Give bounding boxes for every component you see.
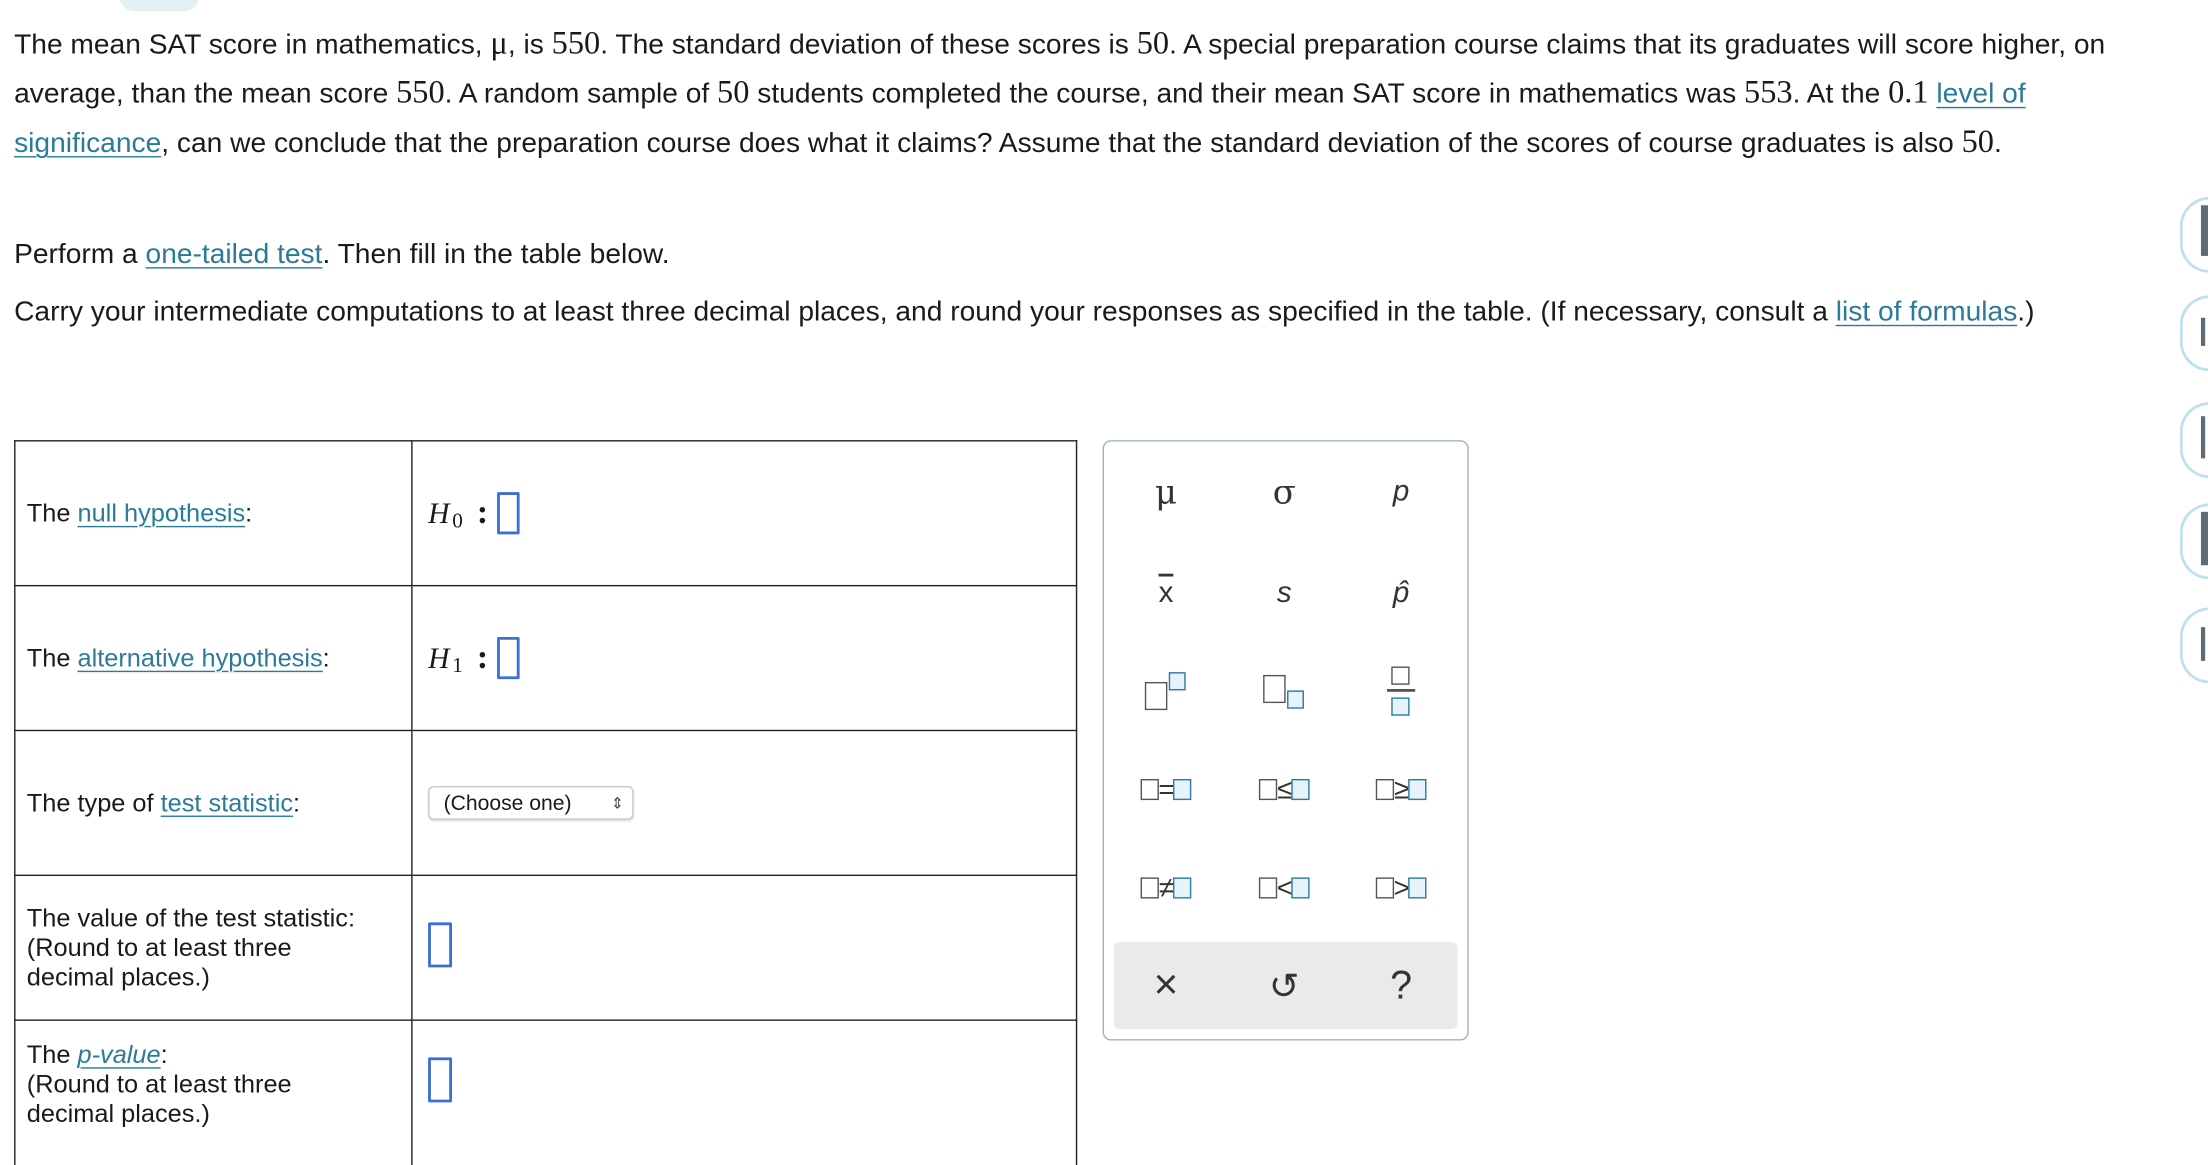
less-equal-button[interactable] <box>1238 759 1331 821</box>
alternative-hypothesis-cell <box>412 586 1077 731</box>
test-statistic-type-select[interactable] <box>428 786 634 820</box>
answer-table <box>14 440 1077 1165</box>
side-tool-icon <box>2201 318 2205 346</box>
instruction-paragraph <box>14 231 2140 279</box>
table-row <box>15 586 1077 731</box>
clear-button[interactable] <box>1119 955 1212 1017</box>
superscript-button[interactable] <box>1119 661 1212 723</box>
select-value: (Choose one) <box>443 790 572 815</box>
less-than-icon: < <box>1258 873 1310 905</box>
test-statistic-link[interactable]: test statistic <box>160 788 294 817</box>
greater-than-button[interactable] <box>1355 858 1448 920</box>
fraction-button[interactable] <box>1355 661 1448 723</box>
instruction-text: Carry your intermediate computations to at least three decimal places, and round your responses as specified in the table. (If necessary, consult a <box>14 296 1836 328</box>
null-hypothesis-link[interactable]: null hypothesis <box>77 498 246 527</box>
p-value-input[interactable] <box>428 1057 452 1102</box>
table-row <box>15 875 1077 1020</box>
p-value-label <box>15 1020 412 1165</box>
number: 50 <box>717 74 750 110</box>
table-row <box>15 1020 1077 1165</box>
number: 553 <box>1744 74 1793 110</box>
greater-than-icon: > <box>1375 873 1427 905</box>
null-hypothesis-input[interactable] <box>497 492 520 534</box>
greater-equal-icon: ≥ <box>1376 774 1427 806</box>
alternative-hypothesis-expression <box>428 637 1076 679</box>
rounding-paragraph <box>14 295 2140 329</box>
null-hypothesis-cell <box>412 441 1077 586</box>
question-text: The mean SAT score in mathematics, <box>14 29 491 61</box>
alternative-hypothesis-label <box>15 586 412 731</box>
label-text: : <box>245 498 253 527</box>
label-text: The value of the test statistic: <box>26 903 356 932</box>
number: 550 <box>551 25 601 61</box>
label-text: : <box>293 788 301 817</box>
null-hypothesis-expression <box>428 492 1076 534</box>
side-tool-icon <box>2201 512 2208 565</box>
test-statistic-type-label <box>15 730 412 875</box>
equals-icon: = <box>1140 774 1192 806</box>
question-text: . <box>1993 127 2002 159</box>
side-tool-icon <box>2201 627 2205 661</box>
label-text: decimal places.) <box>26 1099 210 1128</box>
test-statistic-type-cell <box>412 730 1077 875</box>
null-hypothesis-label <box>15 441 412 586</box>
question-text: . A random sample of <box>444 78 718 110</box>
sigma-button[interactable] <box>1238 461 1331 523</box>
less-than-button[interactable] <box>1238 858 1331 920</box>
number: 0.1 <box>1888 74 1929 110</box>
level-of-significance-link[interactable]: level of significance <box>14 78 2026 159</box>
number: 550 <box>396 74 445 110</box>
question-text: . The standard deviation of these scores is <box>600 29 1137 61</box>
h-subscript: 1 <box>452 654 463 678</box>
mu-button[interactable] <box>1119 461 1212 523</box>
s-button[interactable] <box>1238 562 1331 624</box>
help-button[interactable] <box>1355 955 1448 1017</box>
mu-symbol: μ <box>490 25 508 61</box>
label-text: decimal places.) <box>26 962 210 991</box>
help-icon: ? <box>1390 963 1413 1007</box>
mu-icon: μ <box>1154 472 1177 512</box>
test-statistic-value-input[interactable] <box>428 922 452 967</box>
label-text: The type of <box>26 788 161 817</box>
p-value-link[interactable]: p-value <box>77 1040 161 1069</box>
number: 50 <box>1136 25 1170 61</box>
side-tool-icon <box>2201 416 2205 458</box>
p-hat-button[interactable] <box>1355 562 1448 624</box>
greater-equal-button[interactable] <box>1355 759 1448 821</box>
label-text: : <box>160 1040 168 1069</box>
question-text: , is <box>507 29 552 61</box>
side-tool-icon <box>2201 205 2208 256</box>
less-equal-icon: ≤ <box>1259 774 1310 806</box>
label-text: The <box>26 643 78 672</box>
h-subscript: 0 <box>452 509 463 533</box>
test-statistic-value-cell <box>412 875 1077 1020</box>
h-symbol: H <box>428 640 450 675</box>
x-bar-button[interactable] <box>1119 562 1212 624</box>
question-text: , can we conclude that the preparation course does what it claims? Assume that the standard deviation of the scores of course graduates is also <box>161 127 1962 159</box>
alternative-hypothesis-input[interactable] <box>497 637 520 679</box>
subscript-button[interactable] <box>1238 661 1331 723</box>
alternative-hypothesis-link[interactable]: alternative hypothesis <box>77 643 323 672</box>
question-paragraph <box>14 20 2140 168</box>
p-hat-icon: p̂ <box>1392 576 1410 609</box>
subscript-icon <box>1260 671 1308 713</box>
label-text: (Round to at least three <box>26 1070 292 1099</box>
fraction-icon <box>1387 667 1415 718</box>
question-text: students completed the course, and their mean SAT score in mathematics was <box>749 78 1745 110</box>
p-icon: p <box>1392 475 1410 508</box>
not-equal-icon: ≠ <box>1141 873 1192 905</box>
x-bar-icon: $\overline{x}$ <box>1158 576 1174 609</box>
p-value-cell <box>412 1020 1077 1165</box>
equals-button[interactable] <box>1119 759 1212 821</box>
table-row <box>15 441 1077 586</box>
test-statistic-value-label <box>15 875 412 1020</box>
one-tailed-test-link[interactable]: one-tailed test <box>145 239 323 270</box>
colon: : <box>476 639 489 676</box>
label-text: (Round to at least three <box>26 932 292 962</box>
undo-button[interactable] <box>1238 955 1331 1017</box>
question-text: . At the <box>1792 78 1889 110</box>
list-of-formulas-link[interactable]: list of formulas <box>1835 296 2018 328</box>
top-tab-button[interactable] <box>120 0 199 11</box>
colon: : <box>476 494 489 531</box>
sigma-icon: σ <box>1272 472 1296 512</box>
palette-footer <box>1114 942 1458 1029</box>
label-text: : <box>322 643 330 672</box>
table-row <box>15 730 1077 875</box>
undo-icon: ↺ <box>1268 963 1300 1007</box>
label-text: The <box>26 498 78 527</box>
question-text: . A special preparation course claims that its graduates will score higher, on average, than the mean score <box>14 29 2106 110</box>
instruction-text: .) <box>2017 296 2035 328</box>
label-text: The <box>26 1040 78 1069</box>
h-symbol: H <box>428 495 450 530</box>
close-icon: × <box>1153 961 1179 1009</box>
superscript-icon <box>1142 671 1190 713</box>
select-arrows-icon: ⇕ <box>610 795 624 813</box>
not-equal-button[interactable] <box>1119 858 1212 920</box>
instruction-text: Perform a <box>14 239 146 270</box>
instruction-text: . Then fill in the table below. <box>322 239 670 270</box>
p-button[interactable] <box>1355 461 1448 523</box>
s-icon: s <box>1276 576 1292 609</box>
symbol-palette <box>1103 440 1469 1040</box>
number: 50 <box>1961 123 1994 159</box>
